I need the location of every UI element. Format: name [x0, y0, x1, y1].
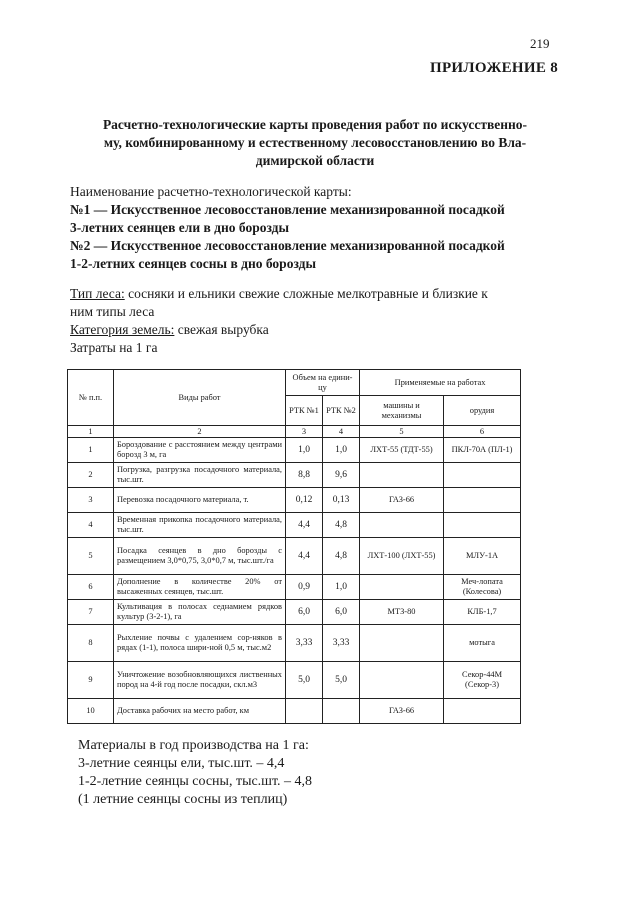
card-name-label: Наименование расчетно-технологической карты: [70, 184, 352, 199]
machines-cell: ГАЗ-66 [360, 699, 444, 724]
work-description: Рыхление почвы с удалением сор-няков в рядах (1-1), полоса шири-ной 0,5 м, тыс.м2 [114, 625, 286, 662]
works-table [67, 369, 521, 724]
materials-line: 1-2-летние сеянцы сосны, тыс.шт. – 4,8 [78, 774, 313, 789]
machines-cell: ЛХТ-55 (ТДТ-55) [360, 438, 444, 463]
machines-cell: ЛХТ-100 (ЛХТ-55) [360, 538, 444, 575]
tools-cell [444, 513, 521, 538]
work-description: Культивация в полосах седнамием рядков культур (3-2-1), га [114, 600, 286, 625]
rtk2-value: 4,8 [323, 513, 360, 538]
tools-cell: МЛУ-1А [444, 538, 521, 575]
row-number: 1 [68, 438, 114, 463]
rtk1-value: 1,0 [286, 438, 323, 463]
row-number: 10 [68, 699, 114, 724]
table-body [68, 426, 521, 724]
column-index-row [68, 426, 521, 438]
rtk1-value: 0,9 [286, 575, 323, 600]
column-index: 2 [114, 426, 286, 438]
work-description: Перевозка посадочного материала, т. [114, 488, 286, 513]
tools-cell: мотыга [444, 625, 521, 662]
row-number: 6 [68, 575, 114, 600]
rtk2-value: 4,8 [323, 538, 360, 575]
land-category-label: Категория земель: [70, 322, 175, 337]
rtk1-value [286, 699, 323, 724]
title-line: му, комбинированному и естественному лесовосстановлению во Вла- [103, 135, 527, 150]
rtk1-value: 4,4 [286, 538, 323, 575]
row-number: 7 [68, 600, 114, 625]
work-description: Погрузка, разгрузка посадочного материала, тыс.шт. [114, 463, 286, 488]
table-row [68, 575, 521, 600]
card-name-line: №1 — Искусственное лесовосстановление механизированной посадкой [70, 202, 505, 217]
table-row [68, 463, 521, 488]
header-volume: Объем на едини-цу [286, 370, 360, 396]
tools-cell: Меч-лопата (Колесова) [444, 575, 521, 600]
header-machines: машины и механизмы [360, 396, 444, 426]
column-index: 1 [68, 426, 114, 438]
document-title [70, 116, 560, 170]
card-name-block [70, 183, 560, 273]
rtk2-value: 0,13 [323, 488, 360, 513]
table-row [68, 600, 521, 625]
rtk1-value: 8,8 [286, 463, 323, 488]
machines-cell [360, 662, 444, 699]
work-description: Доставка рабочих на место работ, км [114, 699, 286, 724]
work-description: Бороздование с расстоянием между центрами борозд 3 м, га [114, 438, 286, 463]
row-number: 5 [68, 538, 114, 575]
header-rtk1: РТК №1 [286, 396, 323, 426]
table-row [68, 488, 521, 513]
rtk2-value [323, 699, 360, 724]
costs-label: Затраты на 1 га [70, 340, 158, 355]
header-works: Виды работ [114, 370, 286, 426]
tools-cell: Секор-44М (Секор-3) [444, 662, 521, 699]
header-rtk2: РТК №2 [323, 396, 360, 426]
card-name-line: 3-летних сеянцев ели в дно борозды [70, 220, 290, 235]
rtk1-value: 5,0 [286, 662, 323, 699]
forest-type-line-2: ним типы леса [70, 304, 155, 319]
machines-cell [360, 463, 444, 488]
tools-cell: ПКЛ-70А (ПЛ-1) [444, 438, 521, 463]
tools-cell: КЛБ-1,7 [444, 600, 521, 625]
rtk1-value: 6,0 [286, 600, 323, 625]
card-name-line: №2 — Искусственное лесовосстановление механизированной посадкой [70, 238, 505, 253]
land-category-text: свежая вырубка [174, 322, 269, 337]
forest-type-line [70, 285, 560, 303]
card-name-line: 1-2-летних сеянцев сосны в дно борозды [70, 256, 316, 271]
materials-line: Материалы в год производства на 1 га: [78, 738, 309, 753]
forest-type-text: сосняки и ельники свежие сложные мелкотравные и близкие к [124, 286, 488, 301]
rtk2-value: 6,0 [323, 600, 360, 625]
machines-cell: МТЗ-80 [360, 600, 444, 625]
title-line: Расчетно-технологические карты проведения работ по искусственно- [102, 117, 528, 132]
machines-cell [360, 575, 444, 600]
work-description: Временная прикопка посадочного материала, тыс.шт. [114, 513, 286, 538]
title-line: димирской области [255, 153, 375, 168]
appendix-heading: ПРИЛОЖЕНИЕ 8 [430, 60, 558, 76]
row-number: 4 [68, 513, 114, 538]
work-description: Дополнение в количестве 20% от высаженных сеянцев, тыс.шт. [114, 575, 286, 600]
tools-cell [444, 463, 521, 488]
machines-cell: ГАЗ-66 [360, 488, 444, 513]
rtk2-value: 1,0 [323, 438, 360, 463]
table-row [68, 538, 521, 575]
table-row [68, 699, 521, 724]
table-row [68, 625, 521, 662]
table-row [68, 438, 521, 463]
machines-cell [360, 625, 444, 662]
column-index: 3 [286, 426, 323, 438]
materials-line: (1 летние сеянцы сосны из теплиц) [78, 792, 288, 807]
column-index: 5 [360, 426, 444, 438]
row-number: 3 [68, 488, 114, 513]
rtk1-value: 3,33 [286, 625, 323, 662]
table-row [68, 662, 521, 699]
header-applied: Применяемые на работах [360, 370, 521, 396]
row-number: 9 [68, 662, 114, 699]
rtk1-value: 4,4 [286, 513, 323, 538]
machines-cell [360, 513, 444, 538]
rtk1-value: 0,12 [286, 488, 323, 513]
rtk2-value: 9,6 [323, 463, 360, 488]
table-row [68, 513, 521, 538]
work-description: Уничтожение возобновляющихся лиственных пород на 4-й год после посадки, скл.м3 [114, 662, 286, 699]
materials-line: 3-летние сеянцы ели, тыс.шт. – 4,4 [78, 756, 285, 771]
land-category-line [70, 321, 560, 339]
rtk2-value: 1,0 [323, 575, 360, 600]
row-number: 8 [68, 625, 114, 662]
rtk2-value: 5,0 [323, 662, 360, 699]
page-number: 219 [530, 36, 550, 51]
materials-block [78, 737, 312, 809]
column-index: 6 [444, 426, 521, 438]
header-tools: орудия [444, 396, 521, 426]
rtk2-value: 3,33 [323, 625, 360, 662]
tools-cell [444, 699, 521, 724]
column-index: 4 [323, 426, 360, 438]
header-no: № п.п. [68, 370, 114, 426]
forest-info-block [70, 285, 560, 357]
work-description: Посадка сеянцев в дно борозды с размещением 3,0*0,75, 3,0*0,7 м, тыс.шт./га [114, 538, 286, 575]
row-number: 2 [68, 463, 114, 488]
tools-cell [444, 488, 521, 513]
forest-type-label: Тип леса: [70, 286, 125, 301]
